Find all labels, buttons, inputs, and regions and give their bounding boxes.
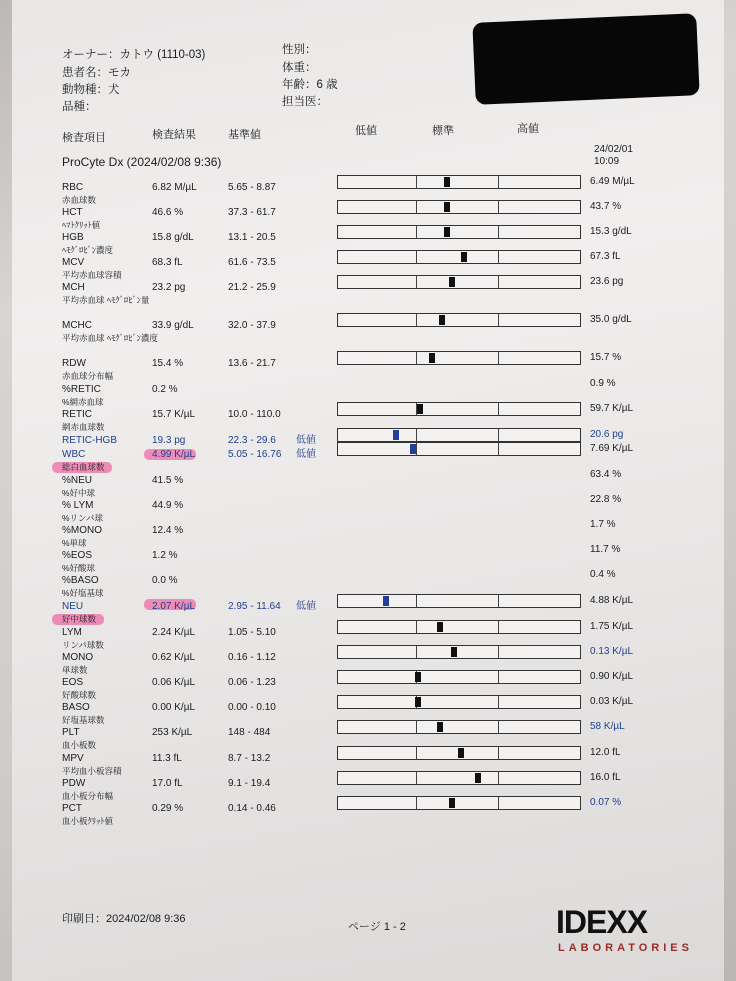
- idexx-logo-subtitle: LABORATORIES: [558, 942, 693, 954]
- row-name: %RETIC: [62, 384, 101, 395]
- row-name-jp: %好中球: [62, 488, 96, 498]
- range-bar: [337, 720, 581, 734]
- range-bar: [337, 313, 581, 327]
- row-name: %MONO: [62, 525, 102, 536]
- row-value: 15.7 K/µL: [152, 409, 196, 420]
- row-name-jp: 赤血球数: [62, 195, 97, 205]
- row-name: MCHC: [62, 320, 92, 331]
- idexx-logo: IDEXX: [556, 904, 648, 940]
- range-marker: [383, 596, 389, 606]
- range-divider-low: [416, 226, 417, 238]
- range-marker: [415, 697, 421, 707]
- range-bar: [337, 402, 581, 416]
- row-value: 0.62 K/µL: [152, 652, 196, 663]
- row-flag: 低値: [296, 601, 316, 612]
- row-name: BASO: [62, 702, 90, 713]
- sex: 性別：: [282, 44, 317, 56]
- range-bar: [337, 645, 581, 659]
- col-low: 低値: [355, 125, 377, 137]
- range-divider-high: [498, 176, 499, 188]
- previous-date: 24/02/01: [594, 144, 633, 155]
- row-previous-value: 11.7 %: [590, 544, 621, 555]
- row-previous-value: 0.9 %: [590, 378, 616, 389]
- row-name-jp: ﾍﾓｸﾞﾛﾋﾞﾝ濃度: [62, 245, 114, 255]
- row-name-jp: 単球数: [62, 665, 88, 675]
- col-normal: 標準: [432, 125, 454, 137]
- range-bar: [337, 428, 581, 442]
- range-divider-high: [498, 403, 499, 415]
- row-name: % LYM: [62, 500, 94, 511]
- row-name-jp: %網赤血球: [62, 397, 104, 407]
- row-previous-value: 67.3 fL: [590, 251, 621, 262]
- range-marker: [429, 353, 435, 363]
- row-flag: 低値: [296, 449, 316, 460]
- range-divider-low: [416, 314, 417, 326]
- range-marker: [449, 798, 455, 808]
- row-value: 253 K/µL: [152, 727, 193, 738]
- range-divider-high: [498, 747, 499, 759]
- row-previous-value: 16.0 fL: [590, 772, 621, 783]
- range-bar: [337, 670, 581, 684]
- range-divider-low: [416, 797, 417, 809]
- row-name: HCT: [62, 207, 83, 218]
- row-name-jp: 好酸球数: [62, 690, 97, 700]
- row-reference: 2.95 - 11.64: [228, 601, 281, 612]
- row-name: %EOS: [62, 550, 93, 561]
- range-bar: [337, 695, 581, 709]
- row-previous-value: 1.75 K/µL: [590, 621, 634, 632]
- row-name-jp: 好塩基球数: [62, 715, 105, 725]
- row-reference: 0.06 - 1.23: [228, 677, 276, 688]
- row-previous-value: 63.4 %: [590, 469, 622, 480]
- row-reference: 13.1 - 20.5: [228, 232, 276, 243]
- row-value: 68.3 fL: [152, 257, 183, 268]
- row-name: WBC: [62, 449, 86, 460]
- range-bar: [337, 275, 581, 289]
- row-value: 0.2 %: [152, 384, 178, 395]
- row-previous-value: 20.6 pg: [590, 429, 624, 440]
- col-item: 検査項目: [62, 132, 106, 144]
- redaction-block: [472, 13, 699, 105]
- row-value: 41.5 %: [152, 475, 184, 486]
- row-previous-value: 0.4 %: [590, 569, 616, 580]
- range-divider-low: [416, 646, 417, 658]
- range-divider-high: [498, 595, 499, 607]
- row-name: RBC: [62, 182, 84, 193]
- row-name-jp: 平均赤血球 ﾍﾓｸﾞﾛﾋﾞﾝ量: [62, 295, 150, 305]
- row-name-jp: %リンパ球: [62, 513, 103, 523]
- row-name: MPV: [62, 753, 84, 764]
- row-value: 6.82 M/µL: [152, 182, 197, 193]
- range-divider-high: [498, 696, 499, 708]
- row-name: %NEU: [62, 475, 93, 486]
- range-bar: [337, 442, 581, 456]
- row-reference: 8.7 - 13.2: [228, 753, 271, 764]
- range-divider-high: [498, 276, 499, 288]
- row-name: MCV: [62, 257, 85, 268]
- range-divider-low: [416, 352, 417, 364]
- row-reference: 13.6 - 21.7: [228, 358, 276, 369]
- row-name-jp: %単球: [62, 538, 87, 548]
- range-bar: [337, 746, 581, 760]
- row-value: 19.3 pg: [152, 435, 186, 446]
- row-name: NEU: [62, 601, 84, 612]
- row-value: 0.00 K/µL: [152, 702, 196, 713]
- row-reference: 61.6 - 73.5: [228, 257, 276, 268]
- range-marker: [444, 177, 450, 187]
- row-name-jp: 好中球数: [62, 614, 97, 624]
- row-value: 11.3 fL: [152, 753, 182, 764]
- row-reference: 5.05 - 16.76: [228, 449, 282, 460]
- print-date: 印刷日：2024/02/08 9:36: [62, 913, 186, 925]
- row-name-jp: 血小板数: [62, 740, 97, 750]
- range-divider-high: [498, 352, 499, 364]
- row-previous-value: 23.6 pg: [590, 276, 624, 287]
- range-bar: [337, 796, 581, 810]
- row-name-jp: 平均血小板容積: [62, 766, 122, 776]
- row-name-jp: %好酸球: [62, 563, 96, 573]
- row-value: 4.99 K/µL: [152, 449, 196, 460]
- row-name: PLT: [62, 727, 80, 738]
- range-divider-high: [498, 646, 499, 658]
- col-reference: 基準値: [228, 129, 261, 141]
- row-value: 46.6 %: [152, 207, 184, 218]
- row-previous-value: 7.69 K/µL: [590, 443, 634, 454]
- row-name: PCT: [62, 803, 82, 814]
- row-name-jp: 血小板分布幅: [62, 791, 114, 801]
- row-name: RETIC-HGB: [62, 435, 117, 446]
- col-result: 検査結果: [152, 129, 196, 141]
- age: 年齢：6 歳: [282, 79, 338, 91]
- range-divider-low: [416, 443, 417, 455]
- row-previous-value: 43.7 %: [590, 201, 622, 212]
- range-divider-high: [498, 443, 499, 455]
- row-value: 15.4 %: [152, 358, 184, 369]
- range-divider-high: [498, 721, 499, 733]
- row-previous-value: 15.3 g/dL: [590, 226, 632, 237]
- row-name-jp: %好塩基球: [62, 588, 104, 598]
- range-bar: [337, 250, 581, 264]
- row-reference: 148 - 484: [228, 727, 271, 738]
- row-name: EOS: [62, 677, 84, 688]
- row-reference: 0.16 - 1.12: [228, 652, 276, 663]
- range-marker: [417, 404, 423, 414]
- row-value: 12.4 %: [152, 525, 184, 536]
- range-marker: [393, 430, 399, 440]
- row-value: 0.06 K/µL: [152, 677, 196, 688]
- col-high: 高値: [517, 123, 539, 135]
- range-divider-low: [416, 772, 417, 784]
- range-marker: [458, 748, 464, 758]
- range-divider-low: [416, 176, 417, 188]
- row-name-jp: リンパ球数: [62, 640, 104, 650]
- range-divider-high: [498, 797, 499, 809]
- range-divider-high: [498, 251, 499, 263]
- row-value: 33.9 g/dL: [152, 320, 194, 331]
- row-name-jp: 赤血球分布幅: [62, 371, 114, 381]
- row-reference: 37.3 - 61.7: [228, 207, 276, 218]
- row-reference: 32.0 - 37.9: [228, 320, 276, 331]
- range-divider-low: [416, 276, 417, 288]
- range-divider-low: [416, 595, 417, 607]
- row-value: 2.07 K/µL: [152, 601, 196, 612]
- range-marker: [475, 773, 481, 783]
- row-previous-value: 6.49 M/µL: [590, 176, 635, 187]
- page-number: ページ 1 - 2: [348, 921, 406, 933]
- range-marker: [444, 227, 450, 237]
- row-name: MONO: [62, 652, 94, 663]
- row-name: %BASO: [62, 575, 99, 586]
- range-divider-high: [498, 621, 499, 633]
- range-bar: [337, 175, 581, 189]
- row-name: HGB: [62, 232, 84, 243]
- range-divider-high: [498, 314, 499, 326]
- range-bar: [337, 594, 581, 608]
- breed: 品種：: [62, 101, 97, 113]
- row-previous-value: 58 K/µL: [590, 721, 625, 732]
- row-value: 2.24 K/µL: [152, 627, 196, 638]
- range-divider-high: [498, 201, 499, 213]
- range-divider-low: [416, 621, 417, 633]
- range-marker: [437, 622, 443, 632]
- row-value: 0.0 %: [152, 575, 178, 586]
- species: 動物種：犬: [62, 84, 120, 96]
- range-divider-high: [498, 429, 499, 441]
- row-previous-value: 15.7 %: [590, 352, 622, 363]
- row-name-jp: 平均赤血球容積: [62, 270, 122, 280]
- row-name-jp: ﾍﾏﾄｸﾘｯﾄ値: [62, 220, 101, 230]
- range-divider-low: [416, 201, 417, 213]
- row-previous-value: 59.7 K/µL: [590, 403, 634, 414]
- row-flag: 低値: [296, 435, 316, 446]
- range-marker: [444, 202, 450, 212]
- weight: 体重：: [282, 62, 317, 74]
- row-previous-value: 0.13 K/µL: [590, 646, 634, 657]
- range-divider-high: [498, 772, 499, 784]
- range-divider-low: [416, 747, 417, 759]
- range-bar: [337, 351, 581, 365]
- row-previous-value: 0.90 K/µL: [590, 671, 634, 682]
- range-divider-low: [416, 429, 417, 441]
- range-bar: [337, 620, 581, 634]
- range-bar: [337, 200, 581, 214]
- row-name-jp: 総白血球数: [62, 462, 105, 472]
- range-divider-high: [498, 671, 499, 683]
- row-value: 17.0 fL: [152, 778, 183, 789]
- row-name: RETIC: [62, 409, 92, 420]
- range-marker: [437, 722, 443, 732]
- range-marker: [449, 277, 455, 287]
- row-value: 44.9 %: [152, 500, 184, 511]
- range-marker: [451, 647, 457, 657]
- row-value: 15.8 g/dL: [152, 232, 194, 243]
- row-name: PDW: [62, 778, 86, 789]
- row-reference: 22.3 - 29.6: [228, 435, 276, 446]
- row-previous-value: 22.8 %: [590, 494, 622, 505]
- row-name-jp: 網赤血球数: [62, 422, 105, 432]
- row-reference: 0.00 - 0.10: [228, 702, 276, 713]
- row-reference: 21.2 - 25.9: [228, 282, 276, 293]
- row-reference: 9.1 - 19.4: [228, 778, 271, 789]
- vet: 担当医：: [282, 96, 328, 108]
- row-name: LYM: [62, 627, 82, 638]
- row-name: RDW: [62, 358, 86, 369]
- row-value: 0.29 %: [152, 803, 184, 814]
- row-value: 1.2 %: [152, 550, 178, 561]
- range-marker: [415, 672, 421, 682]
- row-name: MCH: [62, 282, 85, 293]
- range-divider-low: [416, 721, 417, 733]
- row-name-jp: 平均赤血球 ﾍﾓｸﾞﾛﾋﾞﾝ濃度: [62, 333, 158, 343]
- range-marker: [439, 315, 445, 325]
- row-value: 23.2 pg: [152, 282, 186, 293]
- range-bar: [337, 771, 581, 785]
- row-previous-value: 35.0 g/dL: [590, 314, 632, 325]
- row-previous-value: 12.0 fL: [590, 747, 621, 758]
- range-marker: [461, 252, 467, 262]
- row-reference: 10.0 - 110.0: [228, 409, 281, 420]
- row-name-jp: 血小板ｸﾘｯﾄ値: [62, 816, 114, 826]
- range-marker: [410, 444, 416, 454]
- row-reference: 0.14 - 0.46: [228, 803, 276, 814]
- row-previous-value: 0.07 %: [590, 797, 622, 808]
- range-divider-low: [416, 251, 417, 263]
- instrument-line: ProCyte Dx (2024/02/08 9:36): [62, 155, 222, 169]
- row-previous-value: 0.03 K/µL: [590, 696, 634, 707]
- range-divider-high: [498, 226, 499, 238]
- row-previous-value: 4.88 K/µL: [590, 595, 634, 606]
- owner-line: オーナー：カトウ (1110-03): [62, 49, 206, 61]
- row-reference: 5.65 - 8.87: [228, 182, 276, 193]
- range-bar: [337, 225, 581, 239]
- previous-time: 10:09: [594, 156, 620, 167]
- patient-name: 患者名：モカ: [62, 67, 131, 79]
- row-reference: 1.05 - 5.10: [228, 627, 276, 638]
- row-previous-value: 1.7 %: [590, 519, 616, 530]
